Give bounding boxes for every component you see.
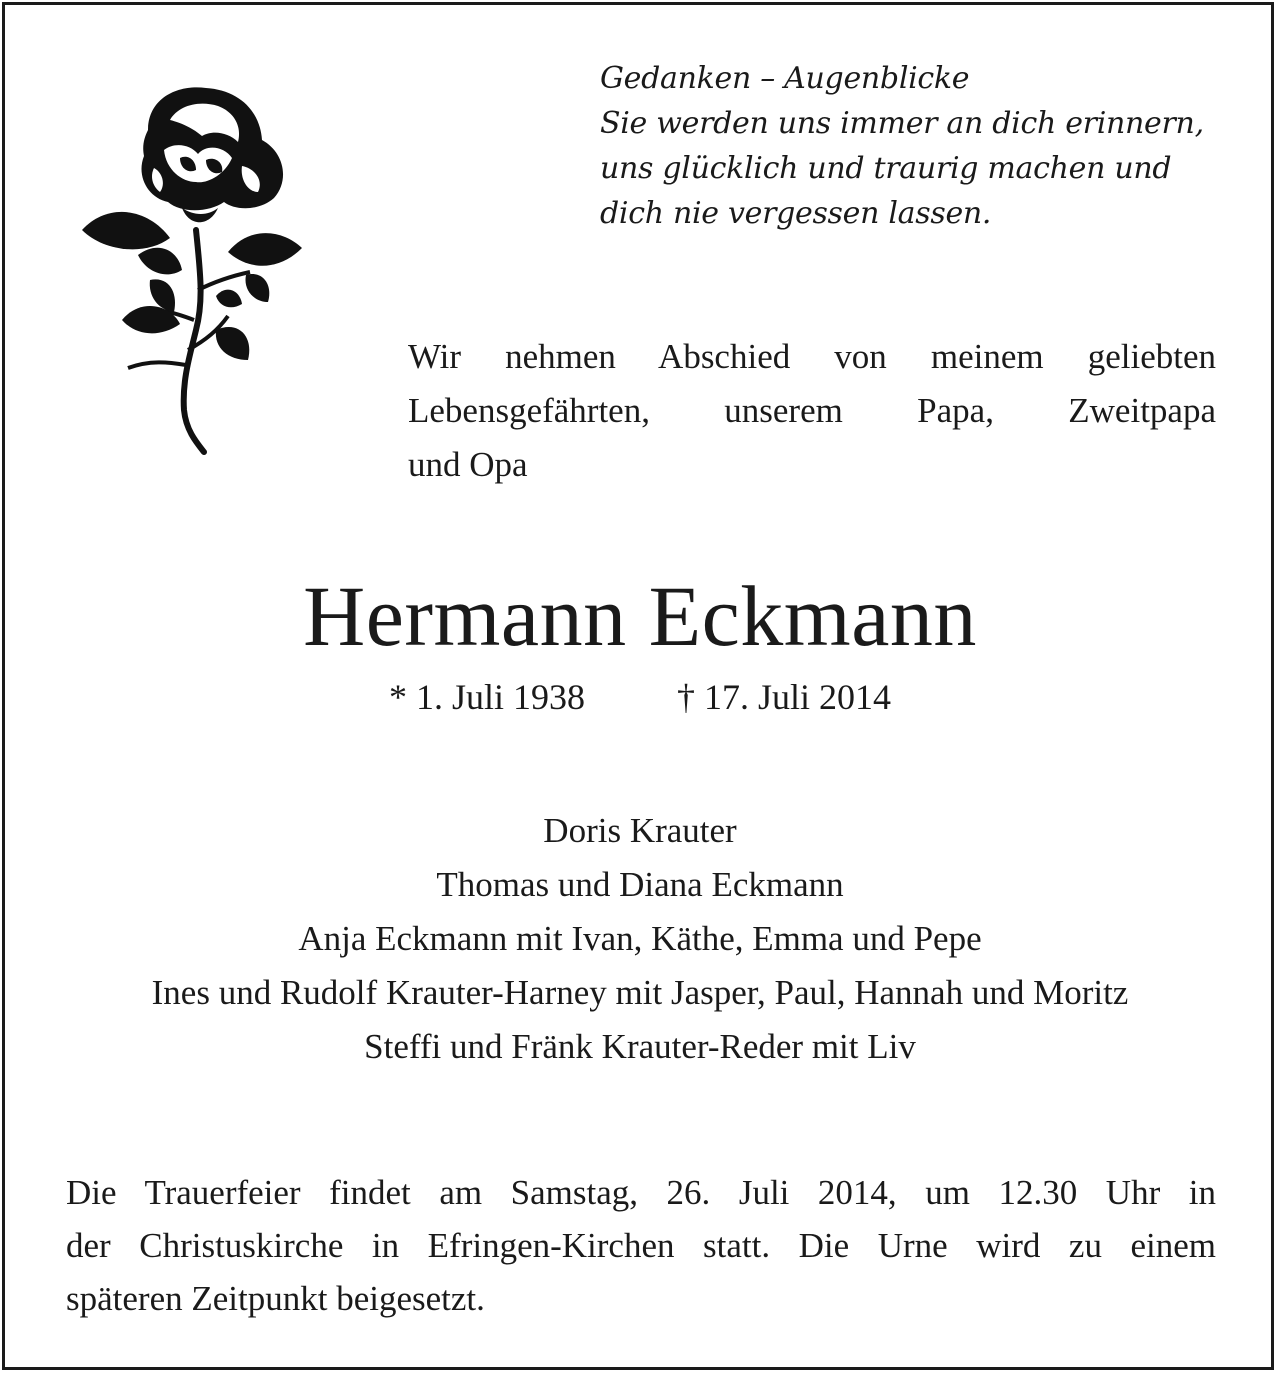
intro-text — [408, 330, 1216, 492]
mourner-line: Thomas und Diana Eckmann — [436, 865, 844, 904]
mourner-line: Doris Krauter — [543, 811, 737, 850]
deceased-name: Hermann Eckmann — [303, 568, 977, 664]
poem-line: Sie werden uns immer an dich erinnern, — [600, 106, 1204, 141]
mourner-line: Ines und Rudolf Krauter-Harney mit Jasper, Paul, Hannah und Moritz — [151, 973, 1129, 1012]
rose-icon — [78, 80, 310, 460]
mourner-line: Steffi und Fränk Krauter-Reder mit Liv — [364, 1027, 916, 1066]
mourners-list — [0, 804, 1280, 1074]
notice-line: Die Trauerfeier findet am Samstag, 26. Juli 2014, um 12.30 Uhr in — [66, 1173, 1216, 1212]
notice-line: späteren Zeitpunkt beigesetzt. — [66, 1279, 485, 1318]
poem-line: Gedanken – Augenblicke — [600, 61, 970, 96]
poem-line: dich nie vergessen lassen. — [600, 196, 992, 231]
service-notice — [66, 1166, 1216, 1325]
mourner-line: Anja Eckmann mit Ivan, Käthe, Emma und Pepe — [298, 919, 982, 958]
life-dates — [0, 672, 1280, 722]
poem — [600, 56, 1240, 236]
notice-line: der Christuskirche in Efringen-Kirchen statt. Die Urne wird zu einem — [66, 1226, 1216, 1265]
intro-line: Wir nehmen Abschied von meinem geliebten — [408, 337, 1216, 376]
death-date: † 17. Juli 2014 — [677, 677, 892, 717]
birth-date: * 1. Juli 1938 — [388, 677, 585, 717]
intro-line: und Opa — [408, 445, 528, 484]
poem-line: uns glücklich und traurig machen und — [600, 151, 1172, 186]
intro-line: Lebensgefährten, unserem Papa, Zweitpapa — [408, 391, 1216, 430]
